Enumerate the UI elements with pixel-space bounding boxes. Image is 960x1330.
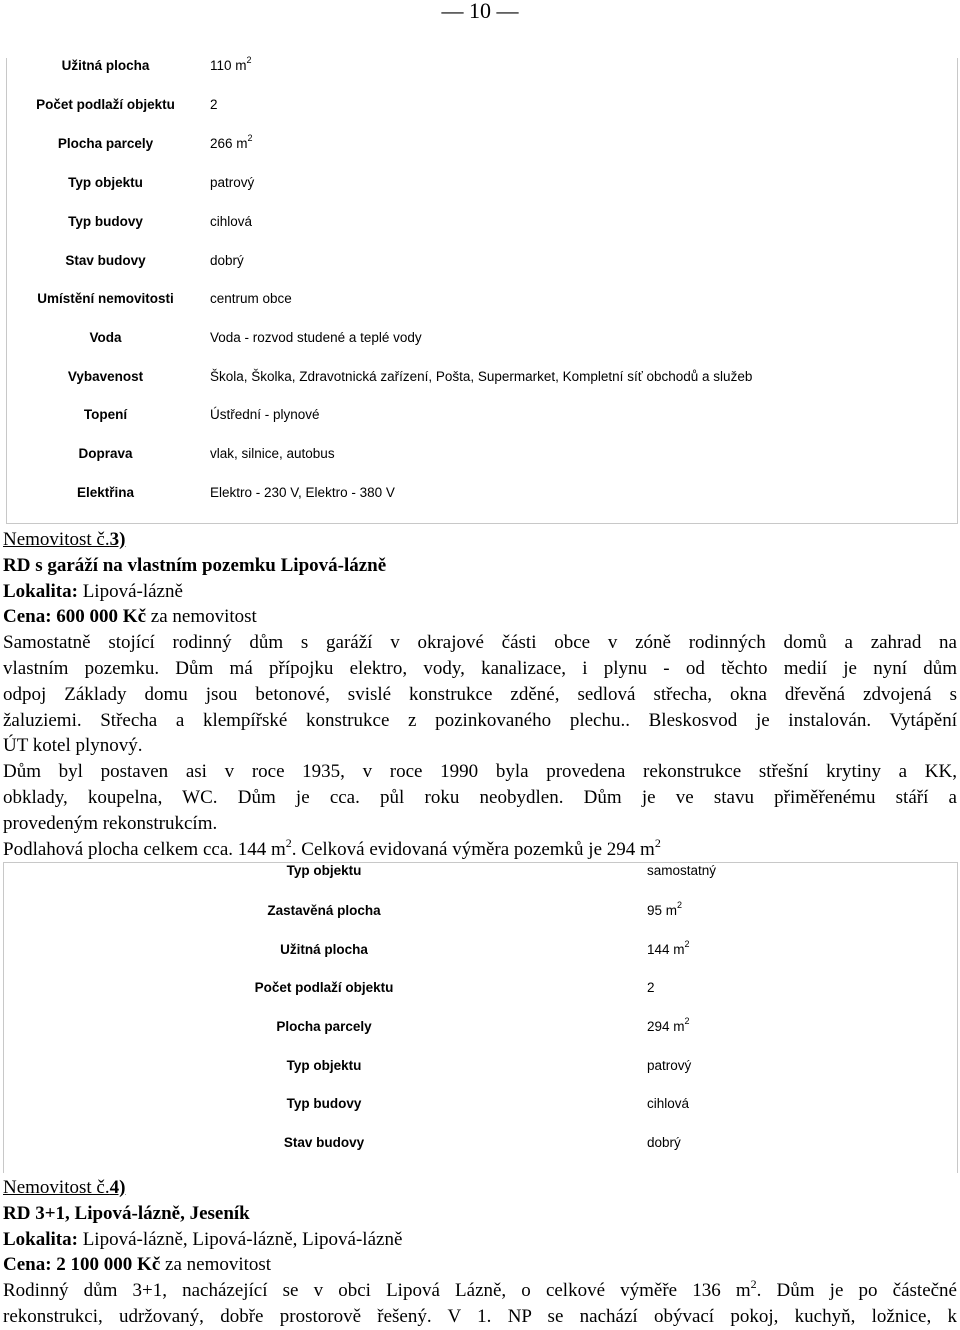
description-line: Rodinný dům 3+1, nacházející se v obci Lipová Lázně, o celkové výměře 136 $m^2$. Dům je po částečné <box>3 1277 957 1302</box>
row-label: Počet podlaží objektu <box>254 980 394 995</box>
row-value: cihlová <box>210 214 253 229</box>
row-value: Ústřední - plynové <box>210 407 320 422</box>
description-line: provedeným rekonstrukcím. <box>3 812 218 834</box>
row-label: Užitná plocha <box>280 942 368 957</box>
row-label: Zastavěná plocha <box>267 903 381 918</box>
property-3-title: RD s garáží na vlastním pozemku Lipová-lázně <box>3 554 387 576</box>
description-line: žaluziemi. Střecha a klempířské konstrukce z pozinkovaného plechu.. Bleskosvod je instalován. Vytápění <box>3 709 957 731</box>
row-label: Typ objektu <box>286 1058 362 1073</box>
description-line: odpoj Základy domu jsou betonové, svislé konstrukce zděné, sedlová střecha, okna dřevěná zdvojená s <box>3 683 957 705</box>
row-label: Typ budovy <box>68 214 143 229</box>
row-label: Typ objektu <box>68 175 143 190</box>
row-value: Škola, Školka, Zdravotnická zařízení, Pošta, Supermarket, Kompletní síť obchodů a služeb <box>210 369 753 384</box>
row-value: 294 $m^2$ <box>647 1016 690 1034</box>
property-3-details-table <box>3 862 958 1173</box>
row-value: patrový <box>210 175 255 190</box>
row-value: samostatný <box>647 863 717 878</box>
property-2-details-table <box>6 55 958 524</box>
row-value: dobrý <box>647 1135 681 1150</box>
description-line: Dům byl postaven asi v roce 1935, v roce 1990 byla provedena rekonstrukce střešní krytiny a KK, <box>3 761 957 783</box>
row-value: 2 <box>647 980 655 995</box>
row-label: Počet podlaží objektu <box>36 97 175 112</box>
row-value: centrum obce <box>210 291 292 306</box>
page-number: — 10 — <box>441 0 519 23</box>
row-label: Vybavenost <box>67 369 144 384</box>
row-label: Topení <box>83 407 128 422</box>
description-line: ÚT kotel plynový. <box>3 735 143 757</box>
row-label: Elektřina <box>76 485 135 500</box>
row-label: Typ objektu <box>286 863 362 878</box>
row-label: Užitná plocha <box>61 58 150 73</box>
property-3-location: Lokalita: Lipová-lázně <box>3 580 183 602</box>
row-label: Typ budovy <box>286 1096 362 1111</box>
property-4-heading: Nemovitost č.4) <box>3 1177 126 1198</box>
row-value: Voda - rozvod studené a teplé vody <box>210 330 422 345</box>
description-line: vlastním pozemku. Dům má přípojku elektro, vody, kanalizace, i plynu - od těchto medií je nyní dům <box>3 657 957 679</box>
property-3-price: Cena: 600 000 Kč za nemovitost <box>3 606 257 628</box>
property-3-heading: Nemovitost č.3) <box>3 529 126 550</box>
description-line: rekonstrukci, udržovaný, dobře prostorově řešený. V 1. NP se nachází obývací pokoj, kuchyň, ložnice, k <box>3 1305 957 1327</box>
description-line: obklady, koupelna, WC. Dům je cca. půl roku neobydlen. Dům je ve stavu přiměřenému stáří a <box>3 786 957 808</box>
row-label: Voda <box>89 330 122 345</box>
row-value: 95 $m^2$ <box>647 900 683 918</box>
row-label: Plocha parcely <box>57 136 154 151</box>
row-value: 144 $m^2$ <box>647 939 690 957</box>
row-value: 266 $m^2$ <box>210 133 253 151</box>
row-value: patrový <box>647 1058 692 1073</box>
property-4-section <box>3 1175 957 1330</box>
row-value: Elektro - 230 V, Elektro - 380 V <box>210 485 395 500</box>
row-label: Stav budovy <box>283 1135 365 1150</box>
row-value: dobrý <box>210 253 244 268</box>
property-4-price: Cena: 2 100 000 Kč za nemovitost <box>3 1254 272 1276</box>
area-summary: Podlahová plocha celkem cca. 144 $m^2$. Celková evidovaná výměra pozemků je 294 $m^2$ <box>3 835 661 860</box>
row-value: 2 <box>210 97 218 112</box>
row-value: 110 $m^2$ <box>210 55 252 73</box>
row-label: Plocha parcely <box>276 1019 372 1034</box>
row-value: cihlová <box>647 1096 690 1111</box>
property-4-title: RD 3+1, Lipová-lázně, Jeseník <box>3 1202 250 1224</box>
row-label: Stav budovy <box>65 253 146 268</box>
description-line: Samostatně stojící rodinný dům s garáží v okrajové části obce v zóně rodinných domů a zahrad na <box>3 632 957 654</box>
property-3-section <box>3 527 957 862</box>
property-4-location: Lokalita: Lipová-lázně, Lipová-lázně, Lipová-lázně <box>3 1228 403 1250</box>
row-label: Doprava <box>78 446 133 461</box>
row-value: vlak, silnice, autobus <box>210 446 335 461</box>
row-label: Umístění nemovitosti <box>37 291 174 306</box>
